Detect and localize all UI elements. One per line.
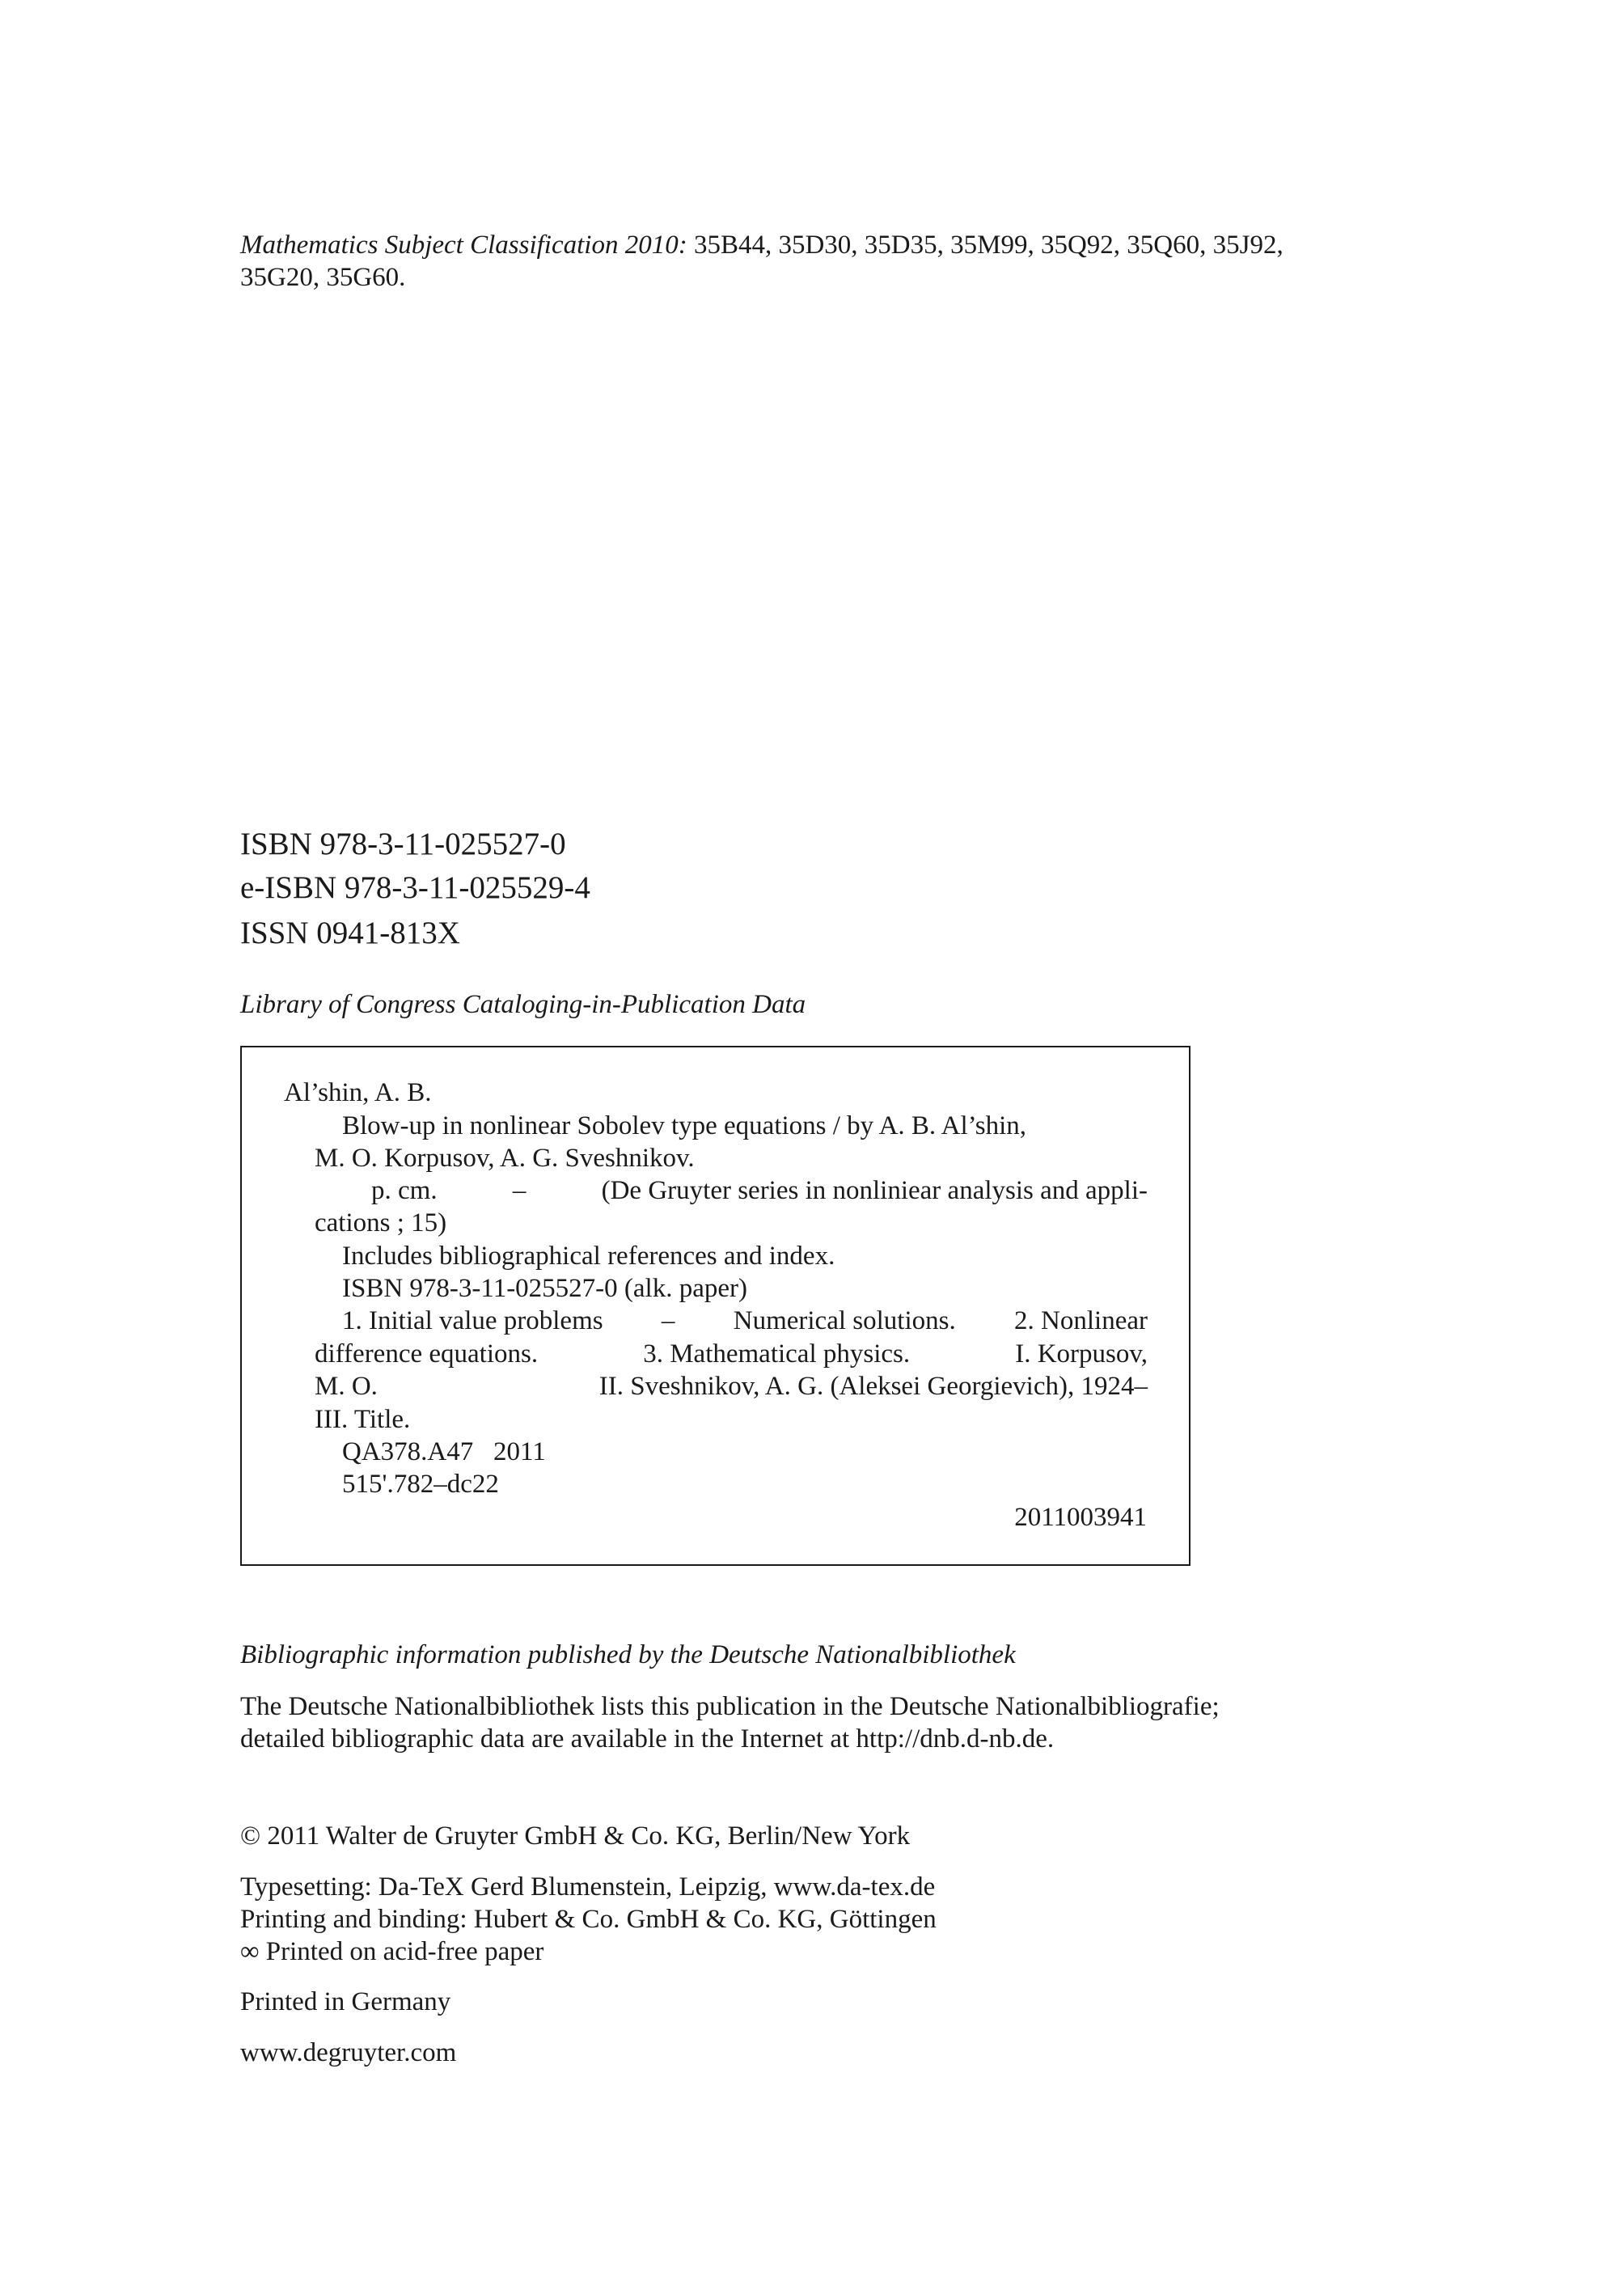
dnb-text-line-2: detailed bibliographic data are available in the Internet at http://dnb.d-nb.de. [240,1724,1055,1754]
cip-lc-call-number: QA378.A47 2011 [342,1437,546,1466]
cip-subjects [342,1305,1148,1337]
cip-subject-part: 1. Initial value problems [342,1306,603,1335]
copyright-line: © 2011 Walter de Gruyter GmbH & Co. KG, Berlin/New York [240,1821,911,1851]
cip-subjects-cont [315,1338,1148,1370]
publisher-website: www.degruyter.com [240,2038,457,2067]
msc-line-1 [240,229,1453,261]
printing-line: Printing and binding: Hubert & Co. GmbH & Co. KG, Göttingen [240,1905,937,1934]
cip-subjects-cont-2 [315,1370,1148,1402]
printed-in-line: Printed in Germany [240,1987,451,2016]
cip-lccn: 2011003941 [1014,1503,1147,1532]
eisbn: e-ISBN 978-3-11-025529-4 [240,870,590,905]
cip-subject-part: difference equations. [315,1339,539,1369]
isbn: ISBN 978-3-11-025527-0 [240,827,566,861]
dnb-heading: Bibliographic information published by the Deutsche Nationalbibliothek [240,1640,1016,1669]
cip-bibliography-note: Includes bibliographical references and index. [342,1242,835,1271]
cip-author: Al’shin, A. B. [284,1078,432,1107]
cip-subject-part: II. Sveshnikov, A. G. (Aleksei Georgievich), 1924– [598,1372,1148,1401]
cip-record-box [240,1046,1191,1566]
cip-isbn: ISBN 978-3-11-025527-0 (alk. paper) [342,1274,747,1303]
cip-subject-part: I. Korpusov, [1015,1339,1148,1369]
cip-series-part: – [512,1176,527,1205]
cip-subject-part: – [661,1306,675,1335]
cip-title-entry: III. Title. [315,1405,411,1434]
cip-series [371,1174,1148,1207]
cip-subject-part: M. O. [315,1372,378,1401]
cip-subject-part: 2. Nonlinear [1014,1306,1148,1335]
cip-series-part: (De Gruyter series in nonliniear analysis and appli- [601,1176,1148,1205]
cip-title-cont: M. O. Korpusov, A. G. Sveshnikov. [315,1144,695,1173]
cip-series-part: p. cm. [371,1176,438,1205]
cip-dewey-number: 515'.782–dc22 [342,1470,499,1499]
msc-label: Mathematics Subject Classification 2010: [240,231,687,260]
cip-series-cont: cations ; 15) [315,1208,447,1237]
msc-codes: 35B44, 35D30, 35D35, 35M99, 35Q92, 35Q60, 35J92, [693,231,1284,260]
loc-heading: Library of Congress Cataloging-in-Publication Data [240,990,806,1019]
cip-title: Blow-up in nonlinear Sobolev type equations / by A. B. Al’shin, [342,1111,1027,1140]
acid-free-line: ∞ Printed on acid-free paper [240,1937,544,1966]
msc-line-2: 35G20, 35G60. [240,263,406,292]
dnb-text-line-1: The Deutsche Nationalbibliothek lists this publication in the Deutsche Nationalbibliografie; [240,1692,1220,1721]
typesetting-line: Typesetting: Da-TeX Gerd Blumenstein, Leipzig, www.da-tex.de [240,1872,936,1902]
msc-block [240,229,1453,294]
issn: ISSN 0941-813X [240,916,460,950]
cip-subject-part: 3. Mathematical physics. [643,1339,911,1369]
cip-subject-part: Numerical solutions. [733,1306,956,1335]
